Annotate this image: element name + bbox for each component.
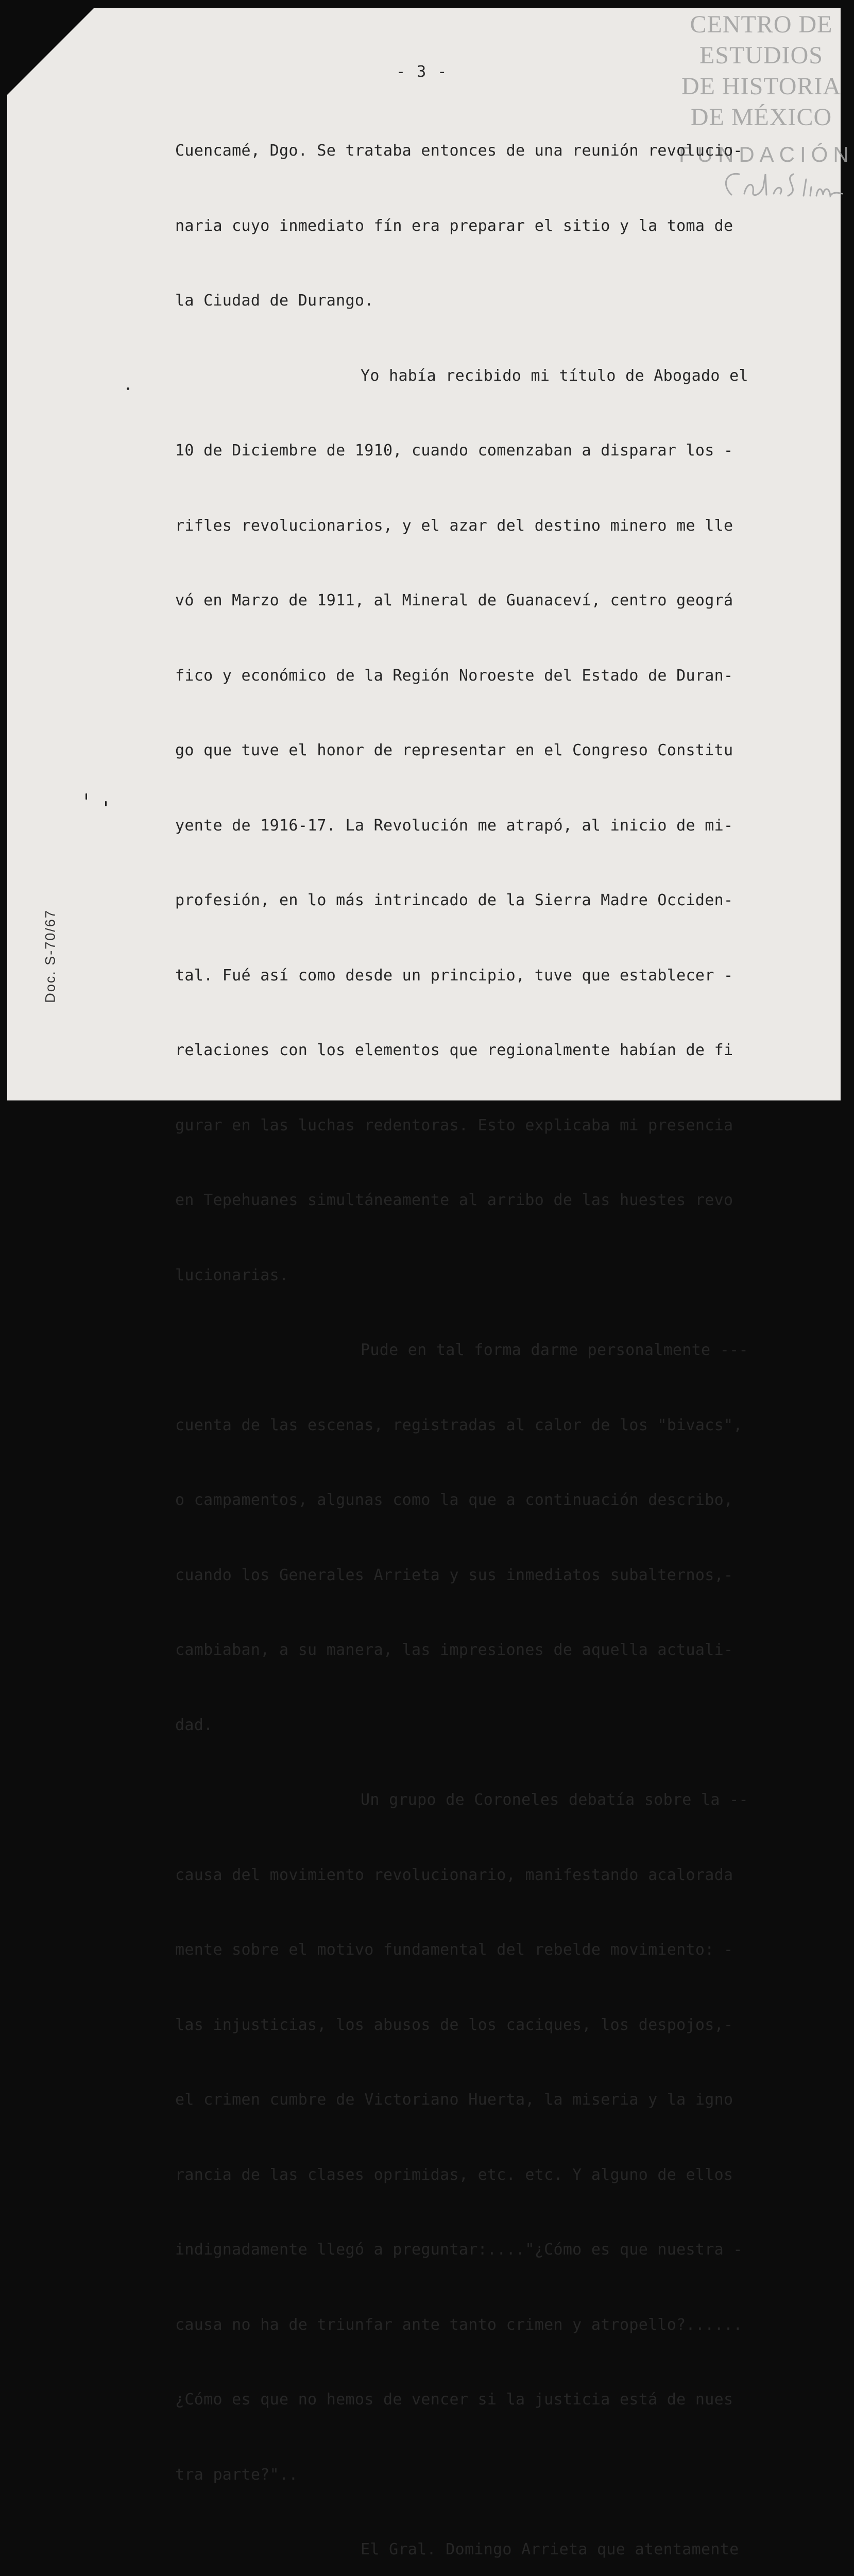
text-line: las injusticias, los abusos de los caciques, los despojos,-: [175, 2015, 733, 2034]
text-line: ¿Cómo es que no hemos de vencer si la justicia está de nues: [175, 2391, 733, 2409]
text-line: la Ciudad de Durango.: [175, 292, 374, 310]
watermark-foundation: FUNDACIÓN: [679, 142, 854, 166]
text-line: Cuencamé, Dgo. Se trataba entonces de una reunión revolucio-: [175, 142, 743, 160]
watermark-line: DE MÉXICO: [690, 104, 832, 131]
watermark-line: ESTUDIOS: [699, 42, 823, 69]
text-line: rancia de las clases oprimidas, etc. etc. Y alguno de ellos: [175, 2165, 733, 2184]
text-line: cambiaban, a su manera, las impresiones de aquella actuali-: [175, 1641, 733, 1659]
text-line: cuenta de las escenas, registradas al calor de los "bivacs",: [175, 1416, 743, 1434]
paragraph-start-line: Pude en tal forma darme personalmente ---: [361, 1341, 748, 1359]
text-line: dad.: [175, 1716, 213, 1734]
text-line: gurar en las luchas redentoras. Esto explicaba mi presencia: [175, 1116, 733, 1134]
paragraph-start-line: El Gral. Domingo Arrieta que atentamente: [361, 2540, 739, 2558]
text-line: o campamentos, algunas como la que a continuación describo,: [175, 1491, 733, 1509]
text-line: yente de 1916-17. La Revolución me atrapó, al inicio de mi-: [175, 816, 733, 835]
text-line: fico y económico de la Región Noroeste del Estado de Duran-: [175, 666, 733, 685]
text-line: naria cuyo inmediato fín era preparar el sitio y la toma de: [175, 216, 733, 235]
document-reference-label: Doc. S-70/67: [42, 909, 58, 1003]
ink-speck: [86, 793, 87, 800]
text-line: en Tepehuanes simultáneamente al arribo de las huestes revo: [175, 1191, 733, 1209]
text-line: el crimen cumbre de Victoriano Huerta, la miseria y la igno: [175, 2091, 733, 2109]
watermark-line: DE HISTORIA: [681, 73, 842, 100]
text-line: vó en Marzo de 1911, al Mineral de Guanaceví, centro geográ: [175, 591, 733, 609]
paragraph-start-line: Yo había recibido mi título de Abogado el: [361, 366, 748, 385]
text-line: relaciones con los elementos que regionalmente habían de fi: [175, 1041, 733, 1059]
text-line: indignadamente llegó a preguntar:...."¿Cómo es que nuestra -: [175, 2241, 743, 2259]
text-line: lucionarias.: [175, 1266, 289, 1284]
typewritten-body: [175, 89, 814, 2576]
paragraph-start-line: Un grupo de Coroneles debatía sobre la --: [361, 1791, 748, 1809]
text-line: tal. Fué así como desde un principio, tuve que establecer -: [175, 966, 733, 985]
text-line: cuando los Generales Arrieta y sus inmediatos subalternos,-: [175, 1566, 733, 1584]
text-line: causa no ha de triunfar ante tanto crimen y atropello?......: [175, 2315, 743, 2334]
watermark-line: CENTRO DE: [690, 11, 833, 38]
text-line: mente sobre el motivo fundamental del rebelde movimiento: -: [175, 1941, 733, 1959]
text-line: rifles revolucionarios, y el azar del destino minero me lle: [175, 516, 733, 535]
page-number: - 3 -: [396, 63, 448, 81]
text-line: causa del movimiento revolucionario, manifestando acalorada: [175, 1866, 733, 1884]
text-line: profesión, en lo más intrincado de la Sierra Madre Occiden-: [175, 891, 733, 909]
ink-speck: [105, 801, 107, 806]
text-line: 10 de Diciembre de 1910, cuando comenzaban a disparar los -: [175, 442, 733, 460]
text-line: tra parte?"..: [175, 2465, 298, 2484]
ink-speck: [127, 387, 129, 390]
text-line: go que tuve el honor de representar en el Congreso Constitu: [175, 741, 733, 759]
